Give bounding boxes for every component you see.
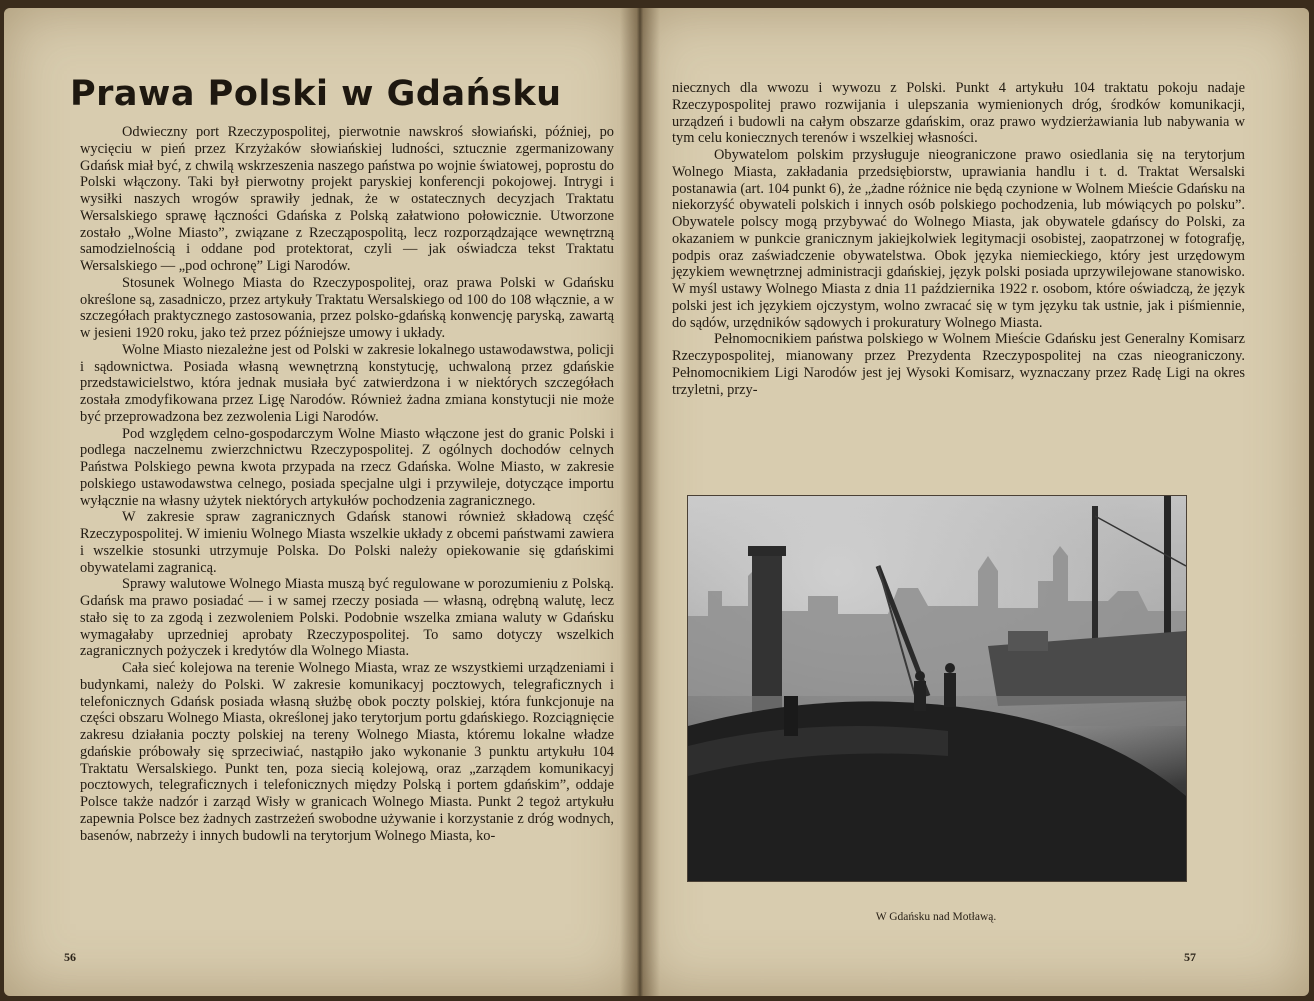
left-text-column (80, 124, 614, 844)
paragraph: Sprawy walutowe Wolnego Miasta muszą być regulowane w porozumieniu z Polską. Gdańsk ma prawo posiadać — i w samej rzeczy posiada — własną, odrębną walutę, lecz stało się to za zgodą i zezwoleniem Polski. Podobnie wszelka zmiana waluty w Gdańsku wymagałaby uprzedniej aprobaty Rzeczypospolitej. To samo dotyczy wszelkich zagranicznych pożyczek i kredytów dla Wolnego Miasta. (80, 576, 614, 660)
paragraph: Pod względem celno-gospodarczym Wolne Miasto włączone jest do granic Polski i podlega naczelnemu zwierzchnictwu Rzeczypospolitej. Z ogólnych dochodów celnych Państwa Polskiego pewna kwota przypada na rzecz Gdańska. Wolne Miasto, w zakresie polskiego ustawodawstwa celnego, posiada specjalne ulgi i przywileje, dotyczące importu wyłącznie na własny użytek niektórych artykułów pochodzenia zagranicznego. (80, 425, 614, 509)
harbor-photograph (687, 495, 1187, 882)
paragraph: Cała sieć kolejowa na terenie Wolnego Miasta, wraz ze wszystkiemi urządzeniami i budynkami, należy do Polski. W zakresie komunikacyj pocztowych, telegraficznych i telefonicznych Gdańsk posiada własną służbę obok poczty polskiej, która funkcjonuje na części obszaru Wolnego Miasta, określonej jako terytorjum portu gdańskiego. Rozciągnięcie zakresu działania poczty polskiej na tereny Wolnego Miasta, któremu lokalne władze gdańskie próbowały się sprzeciwiać, nastąpiło jako wykonanie 3 punktu artykułu 104 Traktatu Wersalskiego. Punkt ten, poza siecią kolejową, oraz „zarządem komunikacyj pocztowych, telegraficznych i telefonicznych między Polską i portem gdańskim”, oddaje Polsce także nadzór i zarząd Wisły w granicach Wolnego Miasta. Punkt 2 tegoż artykułu zapewnia Polsce bez żadnych zastrzeżeń swobodne używanie i korzystanie z dróg wodnych, basenów, nabrzeży i innych budowli na terytorjum Wolnego Miasta, ko- (80, 660, 614, 844)
right-page (637, 8, 1309, 996)
right-text-column (672, 80, 1245, 398)
photo-caption: W Gdańsku nad Motławą. (875, 911, 997, 923)
paragraph: Obywatelom polskim przysługuje nieograniczone prawo osiedlania się na terytorjum Wolnego Miasta, zakładania przedsiębiorstw, uprawiania handlu i t. d. Traktat Wersalski postanawia (art. 104 punkt 6), że „żadne różnice nie będą czynione w Wolnem Mieście Gdańsku na niekorzyść obywateli polskich i innych osób polskiego pochodzenia, lub mówiących po polsku”. Obywatele polscy mogą przybywać do Wolnego Miasta, jak obywatele gdańscy do Polski, za okazaniem w punkcie granicznym jakiejkolwiek legitymacji osobistej, zaopatrzonej w fotografję, podpis oraz zaświadczenie obywatelstwa. Obok języka niemieckiego, który jest urzędowym językiem wewnętrznej administracji gdańskiej, język polski posiada uprzywilejowane stanowisko. W myśl ustawy Wolnego Miasta z dnia 11 października 1922 r. osobom, które oświadczą, że język polski jest ich językiem ojczystym, wolno zwracać się w tym języku tak ustnie, jak i piśmiennie, do sądów, urzędników sądowych i prokuratury Wolnego Miasta. (672, 147, 1245, 331)
paragraph: Wolne Miasto niezależne jest od Polski w zakresie lokalnego ustawodawstwa, policji i sądownictwa. Posiada własną wewnętrzną konstytucję, uchwaloną przez gdańskie przedstawicielstwo, która jednak musiała być zatwierdzona i w niektórych szczegółach została zmodyfikowana przez Ligę Narodów. Również żadna zmiana konstytucji nie może być przeprowadzona bez zezwolenia Ligi Narodów. (80, 341, 614, 425)
article-title: Prawa Polski w Gdańsku (70, 74, 562, 114)
paragraph: Pełnomocnikiem państwa polskiego w Wolnem Mieście Gdańsku jest Generalny Komisarz Rzeczypospolitej, mianowany przez Prezydenta Rzeczypospolitej na czas nieograniczony. Pełnomocnikiem Ligi Narodów jest jej Wysoki Komisarz, wyznaczany przez Radę Ligi na okres trzyletni, przy- (672, 331, 1245, 398)
harbor-photo-drawing (688, 496, 1186, 881)
page-number-left: 56 (64, 950, 76, 964)
paragraph: niecznych dla wwozu i wywozu z Polski. Punkt 4 artykułu 104 traktatu pokoju nadaje Rzeczypospolitej prawo rozwijania i ulepszania wymienionych dróg, środków komunikacji, urządzeń i budowli na całym obszarze gdańskim, oraz prawo wydzierżawiania lub nabywania w tym celu koniecznych terenów i wszelkiej własności. (672, 80, 1245, 147)
paragraph: Stosunek Wolnego Miasta do Rzeczypospolitej, oraz prawa Polski w Gdańsku określone są, zasadniczo, przez artykuły Traktatu Wersalskiego od 100 do 108 włącznie, a w szczegółach praktycznego zastosowania, przez polsko-gdańską konwencję paryską, zawartą w jesieni 1920 roku, jako też przez późniejsze umowy i układy. (80, 274, 614, 341)
paragraph: Odwieczny port Rzeczypospolitej, pierwotnie nawskroś słowiański, później, po wycięciu w pień przez Krzyżaków słowiańskiej ludności, sztucznie zgermanizowany Gdańsk miał być, z chwilą wskrzeszenia naszego państwa po wojnie światowej, poprostu do Polski włączony. Taki był pierwotny projekt paryskiej konferencji pokojowej. Intrygi i wysiłki naszych wrogów sprawiły jednak, że w ostatecznych decyzjach Traktatu Wersalskiego sprawę łączności Gdańska z Polską załatwiono połowicznie. Utworzone zostało „Wolne Miasto”, związane z Rzecząpospolitą, lecz rozporządzające wewnętrzną samodzielnością i oddane pod protektorat, czyli — jak oświadcza tekst Traktatu Wersalskiego — „pod ochronę” Ligi Narodów. (80, 124, 614, 274)
page-number-right: 57 (1184, 950, 1196, 964)
paragraph: W zakresie spraw zagranicznych Gdańsk stanowi również składową część Rzeczypospolitej. W imieniu Wolnego Miasta wszelkie układy z obcemi państwami zawiera i wszelkie stosunki utrzymuje Polska. Do Polski należy opiekowanie się gdańskimi obywatelami zagranicą. (80, 509, 614, 576)
left-page (4, 8, 637, 996)
